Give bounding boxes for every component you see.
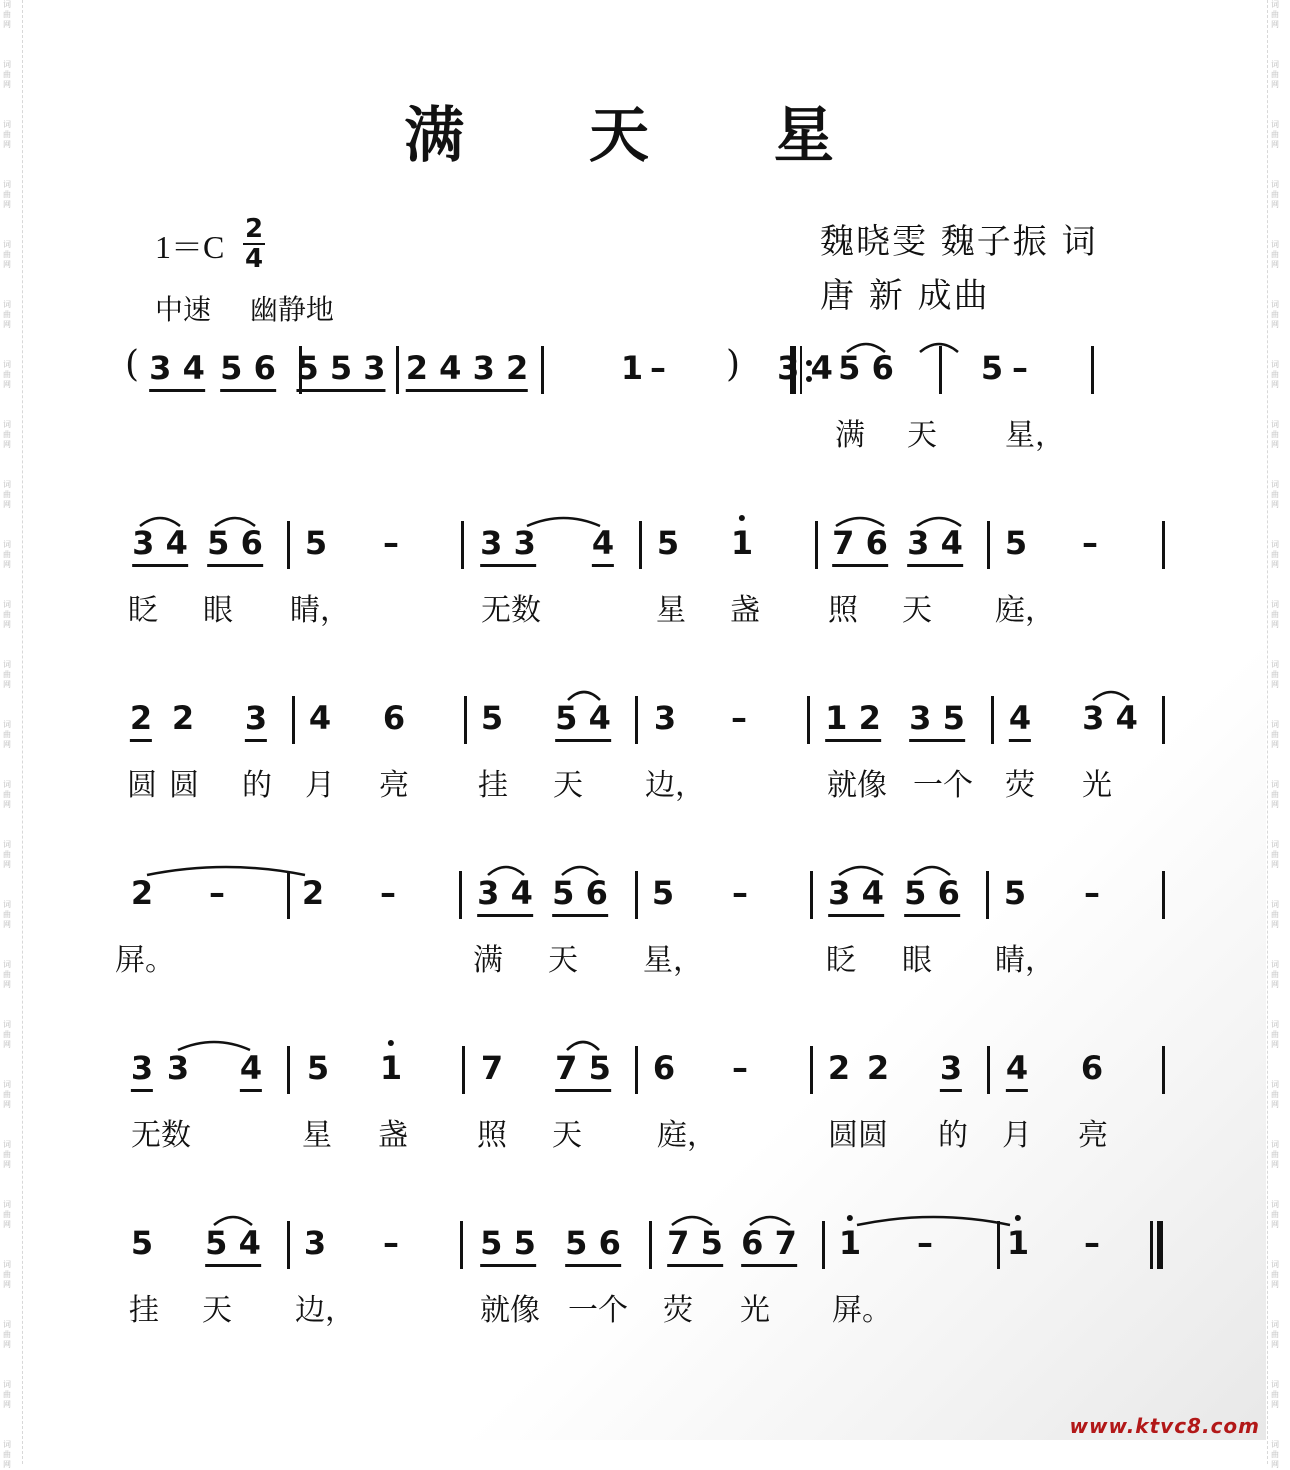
lyric-syllable: 无数	[481, 593, 541, 628]
lyric-syllable: 挂	[129, 1293, 159, 1328]
barline	[460, 1221, 463, 1269]
note-group: 5	[656, 524, 680, 562]
lyric-syllable: 亮	[379, 768, 409, 803]
watermark-text: 词曲网	[1271, 480, 1279, 509]
note-group: 3	[653, 699, 677, 737]
lyric-syllable: 睛，	[995, 943, 1055, 978]
hold-dash: –	[1084, 1224, 1100, 1262]
watermark-text: 词曲网	[3, 300, 11, 329]
lyric-syllable: 圆圆	[828, 1118, 888, 1153]
hold-dash: –	[383, 1224, 399, 1262]
watermark-text: 词曲网	[3, 660, 11, 689]
note-group: 5 6	[552, 873, 608, 917]
watermark-text: 词曲网	[1271, 900, 1279, 929]
note-group: 6	[382, 699, 406, 737]
watermark-text: 词曲网	[1271, 780, 1279, 809]
watermark-text: 词曲网	[1271, 300, 1279, 329]
barline	[987, 1046, 990, 1094]
hold-dash: –	[732, 874, 748, 912]
note-group: 5 6	[207, 523, 263, 567]
brand-logo-text: www.ktvc8.com	[1069, 1414, 1260, 1438]
high-octave-dot	[388, 1040, 394, 1046]
barline	[639, 521, 642, 569]
lyric-syllable: 星	[302, 1118, 332, 1153]
note-group: 5 5	[480, 1223, 536, 1267]
note-group: 3 5	[909, 698, 965, 742]
barline	[292, 696, 295, 744]
lyric-syllable: 天	[548, 943, 578, 978]
left-watermark-strip	[0, 0, 23, 1469]
note-high-do: 1	[839, 1223, 861, 1263]
note-group: 1	[620, 349, 644, 387]
barline	[287, 1221, 290, 1269]
lyric-syllable: 眨	[826, 943, 856, 978]
watermark-text: 词曲网	[3, 60, 11, 89]
hold-dash: –	[1012, 349, 1028, 387]
watermark-text: 词曲网	[1271, 1080, 1279, 1109]
final-barline	[1157, 1221, 1163, 1269]
barline	[1162, 696, 1165, 744]
lyric-syllable: 月	[305, 768, 335, 803]
note-group: 2	[130, 874, 154, 912]
watermark-text: 词曲网	[1271, 420, 1279, 449]
intro-close-paren: )	[725, 344, 741, 385]
lyric-syllable: 眼	[203, 593, 233, 628]
watermark-text: 词曲网	[3, 900, 11, 929]
lyric-syllable: 亮	[1078, 1118, 1108, 1153]
barline	[815, 521, 818, 569]
barline	[287, 871, 290, 919]
barline	[635, 696, 638, 744]
note-group: 5	[480, 699, 504, 737]
note-group: 3 4	[149, 348, 205, 392]
high-octave-dot	[847, 1215, 853, 1221]
note-group: 5 6	[565, 1223, 621, 1267]
lyric-syllable: 天	[202, 1293, 232, 1328]
barline	[635, 871, 638, 919]
watermark-text: 词曲网	[3, 720, 11, 749]
watermark-text: 词曲网	[3, 360, 11, 389]
hold-dash: –	[731, 699, 747, 737]
barline	[287, 1046, 290, 1094]
tempo-marking	[155, 288, 364, 328]
note-group: 5 4	[205, 1223, 261, 1267]
hold-dash: –	[209, 874, 225, 912]
barline	[462, 1046, 465, 1094]
lyric-syllable: 屏。	[115, 943, 175, 978]
note-group: 3	[131, 1048, 153, 1092]
song-title: 满 天 星	[404, 101, 886, 171]
high-octave-dot	[739, 515, 745, 521]
watermark-text: 词曲网	[3, 780, 11, 809]
barline	[807, 696, 810, 744]
watermark-text: 词曲网	[1271, 360, 1279, 389]
lyric-syllable: 庭，	[995, 593, 1055, 628]
lyric-syllable: 庭，	[657, 1118, 717, 1153]
note-group: 4	[592, 523, 614, 567]
watermark-text: 词曲网	[1271, 1140, 1279, 1169]
watermark-text: 词曲网	[1271, 1200, 1279, 1229]
watermark-text: 词曲网	[1271, 1440, 1279, 1469]
hold-dash: –	[1084, 874, 1100, 912]
watermark-text: 词曲网	[3, 120, 11, 149]
watermark-text: 词曲网	[3, 180, 11, 209]
note-group: 4	[1009, 698, 1031, 742]
barline	[464, 696, 467, 744]
lyric-syllable: 天	[907, 418, 937, 453]
note-group: 5	[306, 1049, 330, 1087]
watermark-text: 词曲网	[3, 1440, 11, 1469]
watermark-text: 词曲网	[1271, 0, 1279, 29]
note-group: 5 5 3	[296, 348, 385, 392]
watermark-text: 词曲网	[1271, 1380, 1279, 1409]
note-high-do: 1	[1007, 1223, 1029, 1263]
lyric-syllable: 星	[656, 593, 686, 628]
lyric-syllable: 无数	[131, 1118, 191, 1153]
right-watermark-strip	[1267, 0, 1290, 1469]
lyric-syllable: 盏	[730, 593, 760, 628]
watermark-text: 词曲网	[3, 1140, 11, 1169]
note-group: 1 2	[825, 698, 881, 742]
note-group: 5	[1003, 874, 1027, 912]
note-group: 5	[130, 1224, 154, 1262]
watermark-text: 词曲网	[3, 840, 11, 869]
lyric-syllable: 挂	[478, 768, 508, 803]
note-high-do: 1	[731, 523, 753, 563]
watermark-text: 词曲网	[1271, 60, 1279, 89]
tempo-speed: 中速	[155, 293, 212, 326]
barline	[939, 346, 942, 394]
lyric-syllable: 天	[552, 1118, 582, 1153]
watermark-text: 词曲网	[1271, 180, 1279, 209]
lyric-syllable: 圆	[127, 768, 157, 803]
watermark-text: 词曲网	[1271, 1260, 1279, 1289]
hold-dash: –	[383, 524, 399, 562]
watermark-text: 词曲网	[3, 600, 11, 629]
lyric-syllable: 盏	[378, 1118, 408, 1153]
hold-dash: –	[1082, 524, 1098, 562]
watermark-text: 词曲网	[1271, 600, 1279, 629]
composer-credit: 唐 新 成曲	[820, 276, 990, 316]
time-signature-top: 2	[244, 214, 264, 244]
lyric-syllable: 星，	[1005, 418, 1065, 453]
final-barline-thin	[1150, 1221, 1153, 1269]
barline	[461, 521, 464, 569]
watermark-text: 词曲网	[3, 240, 11, 269]
barline	[997, 1221, 1000, 1269]
watermark-text: 词曲网	[1271, 840, 1279, 869]
hold-dash: –	[732, 1049, 748, 1087]
barline	[987, 521, 990, 569]
barline	[810, 871, 813, 919]
note-group: 7 5	[667, 1223, 723, 1267]
lyric-syllable: 光	[740, 1293, 770, 1328]
hold-dash: –	[380, 874, 396, 912]
note-group: 5	[651, 874, 675, 912]
barline	[459, 871, 462, 919]
watermark-text: 词曲网	[3, 480, 11, 509]
lyric-syllable: 满	[473, 943, 503, 978]
lyric-syllable: 就像	[480, 1293, 540, 1328]
note-group: 3	[166, 1049, 190, 1087]
watermark-text: 词曲网	[1271, 540, 1279, 569]
hold-dash: –	[917, 1224, 933, 1262]
note-group: 3 4	[477, 873, 533, 917]
note-group: 3	[940, 1048, 962, 1092]
watermark-text: 词曲网	[1271, 120, 1279, 149]
note-group: 5	[980, 349, 1004, 387]
note-group: 2	[171, 699, 195, 737]
note-group: 5 6	[904, 873, 960, 917]
watermark-text: 词曲网	[1271, 1020, 1279, 1049]
watermark-text: 词曲网	[3, 1020, 11, 1049]
note-group: 3 4	[828, 873, 884, 917]
lyric-syllable: 满	[835, 418, 865, 453]
lyric-syllable: 星，	[643, 943, 703, 978]
barline	[287, 521, 290, 569]
barline	[541, 346, 544, 394]
lyric-syllable: 光	[1082, 768, 1112, 803]
barline	[1162, 871, 1165, 919]
watermark-text: 词曲网	[3, 960, 11, 989]
watermark-text: 词曲网	[1271, 720, 1279, 749]
watermark-text: 词曲网	[3, 0, 11, 29]
note-group: 3 4	[1082, 699, 1138, 737]
lyric-syllable: 一个	[913, 768, 973, 803]
lyric-syllable: 照	[828, 593, 858, 628]
watermark-text: 词曲网	[1271, 1320, 1279, 1349]
lyric-syllable: 天	[902, 593, 932, 628]
lyric-syllable: 边，	[645, 768, 705, 803]
watermark-text: 词曲网	[1271, 240, 1279, 269]
lyric-syllable: 荧	[1005, 768, 1035, 803]
lyric-syllable: 天	[553, 768, 583, 803]
note-group: 4	[240, 1048, 262, 1092]
lyric-syllable: 屏。	[832, 1293, 892, 1328]
barline	[822, 1221, 825, 1269]
watermark-text: 词曲网	[1271, 660, 1279, 689]
barline	[635, 1046, 638, 1094]
note-group: 2	[866, 1049, 890, 1087]
lyric-syllable: 圆	[169, 768, 199, 803]
note-group: 6	[1080, 1049, 1104, 1087]
note-group: 2	[130, 698, 152, 742]
barline	[396, 346, 399, 394]
barline	[649, 1221, 652, 1269]
watermark-text: 词曲网	[3, 1380, 11, 1409]
note-group: 6	[652, 1049, 676, 1087]
note-high-do: 1	[380, 1048, 402, 1088]
note-group: 2 4 3 2	[406, 348, 528, 392]
tempo-expression: 幽静地	[249, 293, 334, 326]
lyric-syllable: 就像	[827, 768, 887, 803]
hold-dash: –	[650, 349, 666, 387]
lyric-syllable: 眨	[128, 593, 158, 628]
barline	[986, 871, 989, 919]
note-group: 5 6	[220, 348, 276, 392]
note-group: 7	[480, 1049, 504, 1087]
note-group: 3 4	[777, 349, 833, 387]
watermark-text: 词曲网	[3, 540, 11, 569]
key-signature: 1＝C	[155, 229, 225, 265]
note-group: 5 4	[555, 698, 611, 742]
lyric-syllable: 荧	[663, 1293, 693, 1328]
note-group: 2	[827, 1049, 851, 1087]
watermark-text: 词曲网	[3, 1320, 11, 1349]
barline	[1091, 346, 1094, 394]
note-group: 7 6	[832, 523, 888, 567]
watermark-text: 词曲网	[3, 1200, 11, 1229]
lyric-syllable: 照	[477, 1118, 507, 1153]
note-group: 4	[308, 699, 332, 737]
watermark-text: 词曲网	[3, 1080, 11, 1109]
lyric-syllable: 的	[938, 1118, 968, 1153]
lyric-syllable: 睛，	[290, 593, 350, 628]
note-group: 4	[1006, 1048, 1028, 1092]
note-group: 5	[1004, 524, 1028, 562]
note-group: 2	[301, 874, 325, 912]
lyric-syllable: 月	[1002, 1118, 1032, 1153]
watermark-text: 词曲网	[1271, 960, 1279, 989]
lyric-syllable: 眼	[902, 943, 932, 978]
note-group: 3 4	[132, 523, 188, 567]
barline	[991, 696, 994, 744]
time-signature-bottom: 4	[244, 244, 264, 274]
watermark-text: 词曲网	[3, 1260, 11, 1289]
barline	[810, 1046, 813, 1094]
lyric-syllable: 一个	[568, 1293, 628, 1328]
note-group: 3	[303, 1224, 327, 1262]
time-signature	[243, 216, 265, 272]
watermark-text: 词曲网	[3, 420, 11, 449]
barline	[1162, 521, 1165, 569]
high-octave-dot	[1015, 1215, 1021, 1221]
lyric-syllable: 边，	[295, 1293, 355, 1328]
lyricist-credit: 魏晓雯 魏子振 词	[820, 222, 1098, 262]
note-group: 3 3	[480, 523, 536, 567]
lyric-syllable: 的	[242, 768, 272, 803]
note-group: 6 7	[741, 1223, 797, 1267]
note-group: 5	[304, 524, 328, 562]
note-group: 3 4	[907, 523, 963, 567]
intro-open-paren: (	[124, 344, 140, 385]
note-group: 7 5	[555, 1048, 611, 1092]
note-group: 5 6	[838, 349, 894, 387]
barline	[1162, 1046, 1165, 1094]
note-group: 3	[245, 698, 267, 742]
